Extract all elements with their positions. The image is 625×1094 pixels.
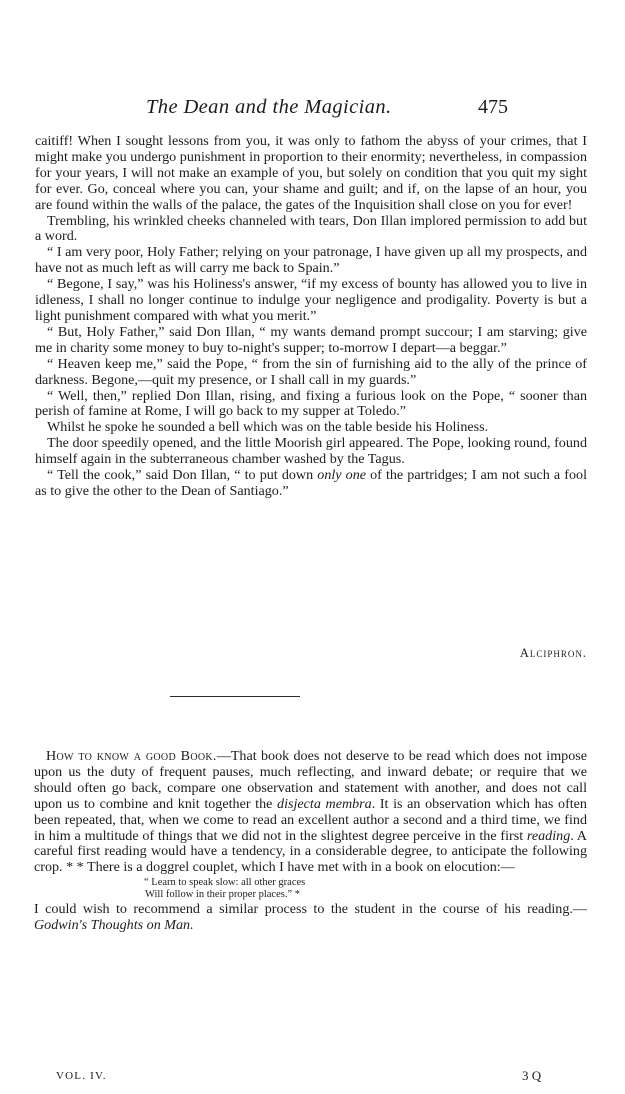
reading-word: reading (526, 827, 571, 844)
heading-dash: — (216, 748, 231, 764)
essay-closing (34, 902, 587, 934)
essay-section (34, 749, 587, 934)
final-text-end: of the partridges; I am not such a fool as to give the other to the Dean of Santiago.” (35, 467, 587, 499)
author-signature: Alciphron. (519, 646, 587, 660)
page-number: 475 (478, 96, 508, 118)
essay-body-2: . It is an observation which has often been repeated, that, when we come to read an excellent author a second and a third time, we find in him a multitude of things that we did not in the slightest degree perceive in the first (34, 795, 587, 844)
story-paragraph: “ I am very poor, Holy Father; relying on your patronage, I have given up all my prospects, and have not as much left as will carry me back to Spain.” (35, 244, 587, 277)
story-paragraph: The door speedily opened, and the little Moorish girl appeared. The Pope, looking round, found himself again in the subterraneous chamber washed by the Tagus. (35, 435, 587, 468)
essay-paragraph (34, 749, 587, 876)
story-paragraph: caitiff! When I sought lessons from you, it was only to fathom the abyss of your crimes, that I might make you undergo punishment in proportion to their enormity; nevertheless, in compassion for your years, I will not make an example of you, but solely on condition that you quit my sight for ever. Go, conceal where you can, your shame and guilt; and if, on the lapse of an hour, you are found within the walls of the palace, the gates of the Inquisition shall close on you for ever! (35, 133, 587, 213)
story-paragraph: “ Heaven keep me,” said the Pope, “ from the sin of furnishing aid to the ally of the prince of darkness. Begone,—quit my presence, or I shall call in my guards.” (35, 355, 587, 388)
story-paragraph: Trembling, his wrinkled cheeks channeled with tears, Don Illan implored permission to add but a word. (35, 212, 587, 245)
closing-text: I could wish to recommend a similar process to the student in the course of his reading.— (34, 901, 587, 918)
couplet-line: “ Learn to speak slow: all other graces (144, 877, 306, 889)
story-paragraph: “ Begone, I say,” was his Holiness's answer, “if my excess of bounty has allowed you to live in idleness, I shall no longer continue to indulge your negligence and prodigality. Poverty is but a light punishment compared with what you merit.” (35, 276, 587, 324)
story-paragraph: “ Well, then,” replied Don Illan, rising, and fixing a furious look on the Pope, “ sooner than perish of famine at Rome, I will go back to my supper at Toledo.” (35, 387, 587, 420)
source-citation: Godwin's Thoughts on Man. (34, 917, 194, 934)
volume-label: VOL. IV. (56, 1070, 107, 1082)
essay-body-1: That book does not deserve to be read which does not impose upon us the duty of frequent pauses, much reflecting, and inward debate; or require that we should often go back, compare one observation and statement with another, and does not call upon us to combine and knit together the (34, 748, 588, 812)
story-final-paragraph (35, 468, 587, 500)
couplet (34, 877, 587, 900)
story-text (35, 134, 587, 500)
page-header (0, 96, 625, 122)
section-divider (170, 696, 300, 697)
essay-body-3: . A careful first reading would have a tendency, in a considerable degree, to anticipate the following crop. * * There is a doggrel couplet, which I have met with in a book on elocution:— (34, 827, 587, 876)
story-paragraph: “ But, Holy Father,” said Don Illan, “ my wants demand prompt succour; I am starving; give me in charity some money to buy to-night's supper; to-morrow I depart—a beggar.” (35, 323, 587, 356)
latin-phrase: disjecta membra (277, 795, 372, 812)
final-text-start: “ Tell the cook,” said Don Illan, “ to put down (47, 467, 318, 484)
story-paragraph: Whilst he spoke he sounded a bell which was on the table beside his Holiness. (47, 419, 489, 436)
emphasis-only-one: only one (317, 467, 366, 484)
page-footer (0, 1070, 625, 1086)
essay-heading: How to know a good Book. (46, 748, 217, 764)
running-title: The Dean and the Magician. (146, 96, 392, 118)
signature-mark: 3 Q (522, 1068, 542, 1083)
couplet-line: Will follow in their proper places.” * (145, 888, 300, 900)
